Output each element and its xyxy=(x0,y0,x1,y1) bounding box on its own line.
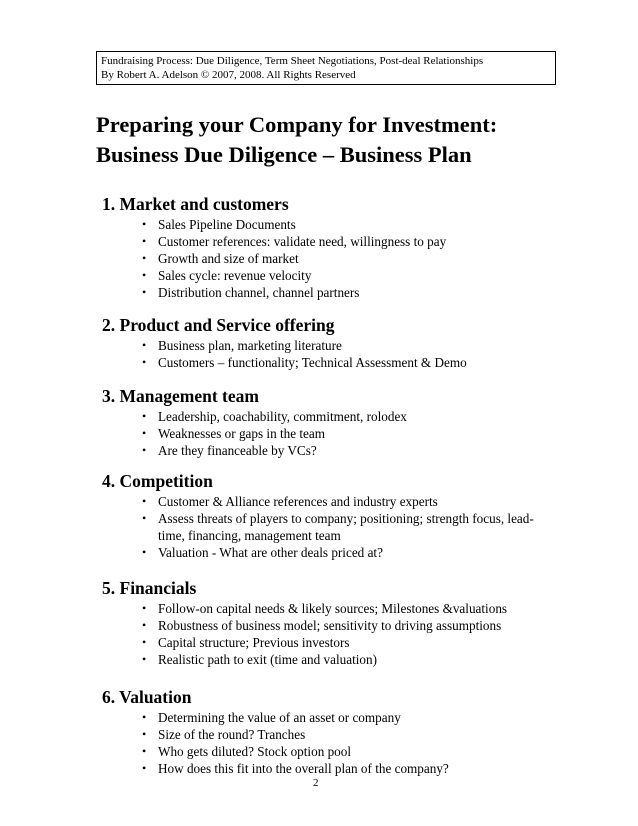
list-item xyxy=(102,216,582,233)
list-item-text: • Customer & Alliance references and industry experts xyxy=(158,494,438,509)
list-item-text: • Sales Pipeline Documents xyxy=(158,217,296,232)
list-item xyxy=(102,617,582,634)
list-item-text: • How does this fit into the overall plan of the company? xyxy=(158,761,449,776)
list-item-text: • Size of the round? Tranches xyxy=(158,727,306,742)
list-item xyxy=(102,709,582,726)
section-financials xyxy=(102,577,582,668)
list-item xyxy=(102,267,582,284)
section-heading: 3. Management team xyxy=(102,386,259,406)
header-title-line: Fundraising Process: Due Diligence, Term Sheet Negotiations, Post-deal Relationships xyxy=(101,55,484,67)
list-item xyxy=(102,354,582,371)
page-title-line-2: Business Due Diligence – Business Plan xyxy=(96,142,472,167)
list-item xyxy=(102,493,582,510)
list-item-text: • Assess threats of players to company; positioning; strength focus, lead-time, financing, management team xyxy=(158,511,534,543)
running-header xyxy=(96,51,556,85)
list-item-text: • Who gets diluted? Stock option pool xyxy=(158,744,352,759)
list-item-text: • Determining the value of an asset or company xyxy=(158,710,401,725)
list-item-text: • Realistic path to exit (time and valuation) xyxy=(158,652,377,667)
list-item-text: • Growth and size of market xyxy=(158,251,299,266)
section-competition xyxy=(102,470,582,561)
list-item-text: • Distribution channel, channel partners xyxy=(158,285,360,300)
list-item-text: • Leadership, coachability, commitment, rolodex xyxy=(158,409,407,424)
list-item xyxy=(102,408,582,425)
section-market-customers xyxy=(102,193,582,301)
section-heading: 4. Competition xyxy=(102,471,213,491)
list-item xyxy=(102,544,582,561)
bullet-list xyxy=(102,493,582,561)
list-item xyxy=(102,760,582,777)
list-item xyxy=(102,425,582,442)
list-item xyxy=(102,284,582,301)
list-item-text: • Valuation - What are other deals priced at? xyxy=(158,545,383,560)
list-item-text: • Follow-on capital needs & likely sources; Milestones &valuations xyxy=(158,601,508,616)
bullet-list xyxy=(102,216,582,301)
bullet-list xyxy=(102,600,582,668)
list-item xyxy=(102,442,582,459)
list-item-text: • Business plan, marketing literature xyxy=(158,338,342,353)
section-product-service xyxy=(102,314,582,371)
header-author-line: By Robert A. Adelson © 2007, 2008. All Rights Reserved xyxy=(101,69,356,81)
list-item-text: • Weaknesses or gaps in the team xyxy=(158,426,326,441)
list-item xyxy=(102,250,582,267)
list-item xyxy=(102,510,548,544)
bullet-list xyxy=(102,709,582,777)
section-heading: 2. Product and Service offering xyxy=(102,315,335,335)
list-item xyxy=(102,337,582,354)
section-heading: 1. Market and customers xyxy=(102,194,289,214)
bullet-list xyxy=(102,408,582,459)
list-item-text: • Sales cycle: revenue velocity xyxy=(158,268,312,283)
bullet-list xyxy=(102,337,582,371)
list-item xyxy=(102,233,582,250)
page-number: 2 xyxy=(313,777,319,789)
list-item-text: • Robustness of business model; sensitivity to driving assumptions xyxy=(158,618,502,633)
list-item xyxy=(102,726,582,743)
section-management-team xyxy=(102,385,582,459)
list-item-text: • Customers – functionality; Technical Assessment & Demo xyxy=(158,355,467,370)
list-item xyxy=(102,600,582,617)
page-title xyxy=(96,110,576,170)
section-heading: 5. Financials xyxy=(102,578,197,598)
list-item xyxy=(102,634,582,651)
list-item-text: • Customer references: validate need, willingness to pay xyxy=(158,234,447,249)
section-valuation xyxy=(102,686,582,777)
list-item-text: • Are they financeable by VCs? xyxy=(158,443,317,458)
list-item xyxy=(102,743,582,760)
page-title-line-1: Preparing your Company for Investment: xyxy=(96,112,498,137)
list-item-text: • Capital structure; Previous investors xyxy=(158,635,350,650)
list-item xyxy=(102,651,582,668)
section-heading: 6. Valuation xyxy=(102,687,192,707)
